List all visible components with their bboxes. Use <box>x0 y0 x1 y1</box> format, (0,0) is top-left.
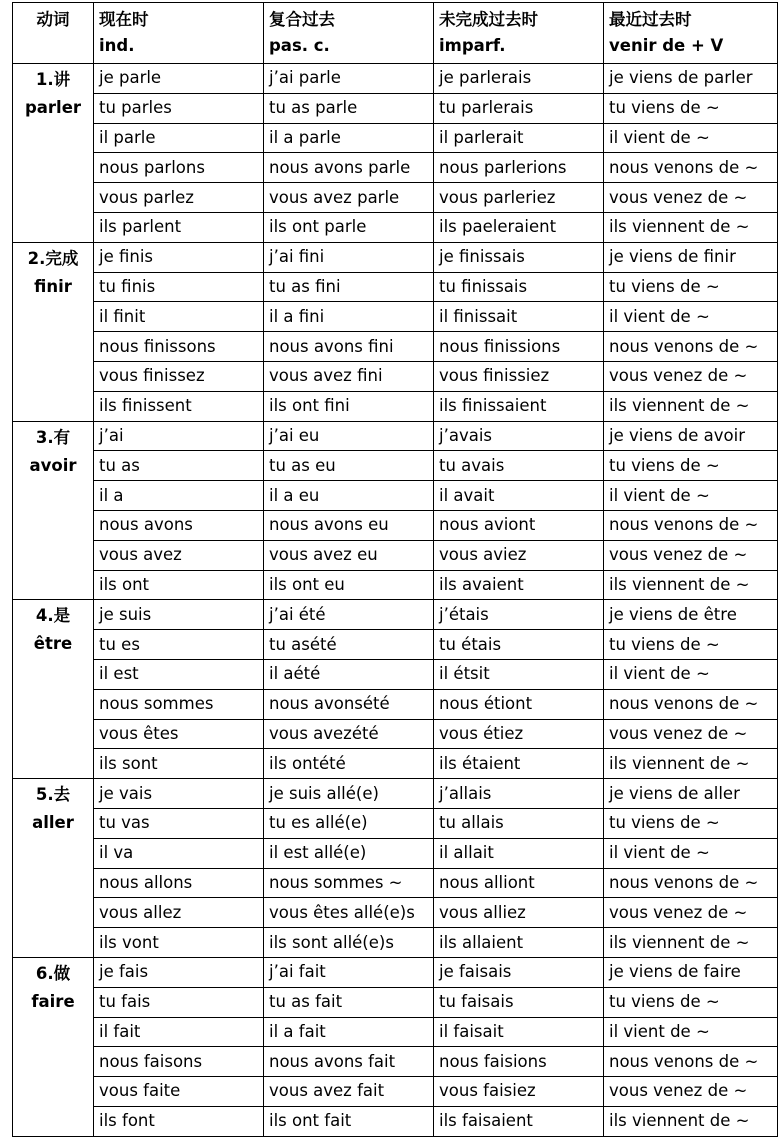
table-body <box>13 64 778 1137</box>
header-passe-compose-fr: pas. c. <box>269 36 330 55</box>
conjugation-table <box>12 2 778 1137</box>
table-row <box>13 808 778 838</box>
cell-imparfait: je parlerais <box>434 64 604 94</box>
table-row <box>13 630 778 660</box>
table-row <box>13 1106 778 1136</box>
cell-imparfait: ils allaient <box>434 928 604 958</box>
cell-present: vous finissez <box>94 361 264 391</box>
cell-present: je vais <box>94 779 264 809</box>
cell-present: tu es <box>94 630 264 660</box>
verb-fr: finir <box>34 276 72 296</box>
table-row <box>13 1077 778 1107</box>
header-imparfait-fr: imparf. <box>439 36 506 55</box>
cell-present: il fait <box>94 1017 264 1047</box>
cell-recent-past: il vient de ~ <box>604 659 778 689</box>
cell-imparfait: il allait <box>434 838 604 868</box>
cell-recent-past: tu viens de ~ <box>604 272 778 302</box>
cell-passe-compose: ils ont fini <box>264 391 434 421</box>
table-row <box>13 183 778 213</box>
verb-fr: faire <box>31 991 75 1011</box>
cell-recent-past: je viens de parler <box>604 64 778 94</box>
table-row <box>13 153 778 183</box>
cell-present: il va <box>94 838 264 868</box>
cell-present: ils finissent <box>94 391 264 421</box>
table-row <box>13 93 778 123</box>
cell-passe-compose: il a fini <box>264 302 434 332</box>
cell-imparfait: je faisais <box>434 957 604 987</box>
cell-passe-compose: nous avons eu <box>264 510 434 540</box>
table-row <box>13 838 778 868</box>
table-row <box>13 719 778 749</box>
cell-present: ils ont <box>94 570 264 600</box>
cell-present: ils vont <box>94 928 264 958</box>
cell-imparfait: ils étaient <box>434 749 604 779</box>
cell-passe-compose: nous avons fini <box>264 332 434 362</box>
cell-passe-compose: vous avezété <box>264 719 434 749</box>
cell-present: vous parlez <box>94 183 264 213</box>
cell-imparfait: j’étais <box>434 600 604 630</box>
verb-cn: 1.讲 <box>35 70 71 89</box>
cell-imparfait: nous faisions <box>434 1047 604 1077</box>
header-present-cn: 现在时 <box>99 10 149 29</box>
cell-recent-past: ils viennent de ~ <box>604 391 778 421</box>
verb-cn: 2.完成 <box>27 248 79 268</box>
table-row <box>13 510 778 540</box>
header-recent-past <box>604 3 778 64</box>
cell-present: vous avez <box>94 540 264 570</box>
cell-passe-compose: vous avez eu <box>264 540 434 570</box>
cell-present: ils sont <box>94 749 264 779</box>
table-row <box>13 391 778 421</box>
cell-recent-past: vous venez de ~ <box>604 183 778 213</box>
cell-present: tu vas <box>94 808 264 838</box>
cell-present: vous allez <box>94 898 264 928</box>
cell-passe-compose: tu as eu <box>264 451 434 481</box>
cell-recent-past: nous venons de ~ <box>604 1047 778 1077</box>
table-row <box>13 1047 778 1077</box>
conjugation-table-wrapper <box>12 2 777 1137</box>
cell-passe-compose: vous êtes allé(e)s <box>264 898 434 928</box>
cell-passe-compose: je suis allé(e) <box>264 779 434 809</box>
cell-passe-compose: j’ai fait <box>264 957 434 987</box>
cell-present: je parle <box>94 64 264 94</box>
cell-imparfait: il finissait <box>434 302 604 332</box>
cell-present: je finis <box>94 242 264 272</box>
cell-recent-past: nous venons de ~ <box>604 868 778 898</box>
header-verb <box>13 3 94 64</box>
cell-present: ils parlent <box>94 212 264 242</box>
cell-present: tu parles <box>94 93 264 123</box>
cell-imparfait: il faisait <box>434 1017 604 1047</box>
cell-imparfait: tu finissais <box>434 272 604 302</box>
cell-passe-compose: nous avons fait <box>264 1047 434 1077</box>
cell-passe-compose: ils ont eu <box>264 570 434 600</box>
cell-recent-past: vous venez de ~ <box>604 898 778 928</box>
cell-recent-past: ils viennent de ~ <box>604 749 778 779</box>
cell-passe-compose: il a fait <box>264 1017 434 1047</box>
cell-imparfait: il parlerait <box>434 123 604 153</box>
cell-passe-compose: nous avons parle <box>264 153 434 183</box>
cell-recent-past: vous venez de ~ <box>604 361 778 391</box>
cell-present: tu as <box>94 451 264 481</box>
cell-passe-compose: tu as fini <box>264 272 434 302</box>
cell-recent-past: je viens de avoir <box>604 421 778 451</box>
cell-present: il a <box>94 481 264 511</box>
cell-imparfait: tu allais <box>434 808 604 838</box>
cell-present: nous finissons <box>94 332 264 362</box>
cell-recent-past: il vient de ~ <box>604 481 778 511</box>
cell-recent-past: je viens de finir <box>604 242 778 272</box>
cell-imparfait: vous étiez <box>434 719 604 749</box>
table-row <box>13 868 778 898</box>
table-row <box>13 361 778 391</box>
cell-present: ils font <box>94 1106 264 1136</box>
cell-recent-past: je viens de aller <box>604 779 778 809</box>
cell-recent-past: vous venez de ~ <box>604 540 778 570</box>
verb-fr: aller <box>32 813 74 833</box>
table-header <box>13 3 778 64</box>
cell-passe-compose: ils ontété <box>264 749 434 779</box>
table-row <box>13 987 778 1017</box>
cell-present: tu finis <box>94 272 264 302</box>
cell-present: je suis <box>94 600 264 630</box>
cell-recent-past: vous venez de ~ <box>604 1077 778 1107</box>
table-row <box>13 64 778 94</box>
cell-passe-compose: ils ont parle <box>264 212 434 242</box>
cell-present: il finit <box>94 302 264 332</box>
cell-present: nous faisons <box>94 1047 264 1077</box>
header-row <box>13 3 778 64</box>
table-row <box>13 421 778 451</box>
cell-imparfait: vous faisiez <box>434 1077 604 1107</box>
verb-cn: 6.做 <box>35 963 71 983</box>
cell-recent-past: vous venez de ~ <box>604 719 778 749</box>
cell-passe-compose: j’ai fini <box>264 242 434 272</box>
table-row <box>13 272 778 302</box>
table-row <box>13 302 778 332</box>
cell-recent-past: il vient de ~ <box>604 838 778 868</box>
cell-recent-past: nous venons de ~ <box>604 153 778 183</box>
table-row <box>13 570 778 600</box>
cell-present: vous êtes <box>94 719 264 749</box>
cell-imparfait: nous alliont <box>434 868 604 898</box>
cell-imparfait: vous parleriez <box>434 183 604 213</box>
cell-imparfait: j’allais <box>434 779 604 809</box>
cell-imparfait: nous étiont <box>434 689 604 719</box>
header-present <box>94 3 264 64</box>
verb-cell <box>13 779 94 958</box>
cell-recent-past: tu viens de ~ <box>604 987 778 1017</box>
cell-present: nous allons <box>94 868 264 898</box>
verb-cell <box>13 421 94 600</box>
cell-passe-compose: tu as fait <box>264 987 434 1017</box>
header-verb-label: 动词 <box>36 10 70 29</box>
cell-recent-past: nous venons de ~ <box>604 332 778 362</box>
cell-passe-compose: j’ai parle <box>264 64 434 94</box>
cell-recent-past: ils viennent de ~ <box>604 570 778 600</box>
verb-cn: 4.是 <box>35 606 71 626</box>
cell-recent-past: ils viennent de ~ <box>604 212 778 242</box>
cell-passe-compose: ils ont fait <box>264 1106 434 1136</box>
cell-present: il est <box>94 659 264 689</box>
cell-recent-past: nous venons de ~ <box>604 510 778 540</box>
table-row <box>13 898 778 928</box>
verb-fr: avoir <box>29 455 77 475</box>
table-row <box>13 242 778 272</box>
cell-imparfait: nous finissions <box>434 332 604 362</box>
cell-passe-compose: vous avez fait <box>264 1077 434 1107</box>
verb-cell <box>13 600 94 779</box>
table-row <box>13 928 778 958</box>
cell-imparfait: je finissais <box>434 242 604 272</box>
cell-recent-past: je viens de être <box>604 600 778 630</box>
table-row <box>13 749 778 779</box>
cell-imparfait: il étsit <box>434 659 604 689</box>
table-row <box>13 451 778 481</box>
header-passe-compose-cn: 复合过去 <box>269 10 335 29</box>
header-recent-past-cn: 最近过去时 <box>609 10 692 29</box>
cell-present: nous parlons <box>94 153 264 183</box>
cell-passe-compose: il aété <box>264 659 434 689</box>
cell-imparfait: vous alliez <box>434 898 604 928</box>
verb-fr: être <box>33 634 73 654</box>
cell-recent-past: ils viennent de ~ <box>604 1106 778 1136</box>
verb-fr: parler <box>24 98 82 117</box>
cell-passe-compose: il a parle <box>264 123 434 153</box>
cell-imparfait: ils finissaient <box>434 391 604 421</box>
cell-passe-compose: j’ai eu <box>264 421 434 451</box>
cell-imparfait: ils paeleraient <box>434 212 604 242</box>
cell-passe-compose: vous avez fini <box>264 361 434 391</box>
cell-recent-past: nous venons de ~ <box>604 689 778 719</box>
cell-imparfait: il avait <box>434 481 604 511</box>
cell-recent-past: je viens de faire <box>604 957 778 987</box>
cell-recent-past: il vient de ~ <box>604 123 778 153</box>
cell-passe-compose: ils sont allé(e)s <box>264 928 434 958</box>
cell-recent-past: tu viens de ~ <box>604 630 778 660</box>
cell-present: nous avons <box>94 510 264 540</box>
cell-imparfait: nous aviont <box>434 510 604 540</box>
header-passe-compose <box>264 3 434 64</box>
header-recent-past-fr: venir de + V <box>609 36 724 55</box>
verb-cn: 3.有 <box>35 427 71 447</box>
cell-recent-past: tu viens de ~ <box>604 808 778 838</box>
table-row <box>13 481 778 511</box>
header-present-fr: ind. <box>99 36 135 55</box>
table-row <box>13 779 778 809</box>
table-row <box>13 957 778 987</box>
table-row <box>13 659 778 689</box>
table-row <box>13 540 778 570</box>
cell-passe-compose: vous avez parle <box>264 183 434 213</box>
table-row <box>13 212 778 242</box>
table-row <box>13 332 778 362</box>
cell-imparfait: vous finissiez <box>434 361 604 391</box>
table-row <box>13 600 778 630</box>
header-imparfait <box>434 3 604 64</box>
verb-cn: 5.去 <box>35 785 71 805</box>
cell-present: tu fais <box>94 987 264 1017</box>
header-imparfait-cn: 未完成过去时 <box>439 10 538 29</box>
cell-imparfait: ils faisaient <box>434 1106 604 1136</box>
cell-present: je fais <box>94 957 264 987</box>
cell-recent-past: il vient de ~ <box>604 302 778 332</box>
cell-imparfait: nous parlerions <box>434 153 604 183</box>
cell-present: j’ai <box>94 421 264 451</box>
table-row <box>13 123 778 153</box>
cell-imparfait: tu faisais <box>434 987 604 1017</box>
cell-passe-compose: nous avonsété <box>264 689 434 719</box>
table-row <box>13 1017 778 1047</box>
table-row <box>13 689 778 719</box>
cell-imparfait: tu étais <box>434 630 604 660</box>
cell-present: il parle <box>94 123 264 153</box>
cell-imparfait: tu parlerais <box>434 93 604 123</box>
cell-passe-compose: nous sommes ~ <box>264 868 434 898</box>
verb-cell <box>13 242 94 421</box>
cell-recent-past: tu viens de ~ <box>604 93 778 123</box>
cell-passe-compose: il est allé(e) <box>264 838 434 868</box>
cell-recent-past: tu viens de ~ <box>604 451 778 481</box>
verb-cell <box>13 957 94 1136</box>
cell-passe-compose: tu as parle <box>264 93 434 123</box>
cell-imparfait: ils avaient <box>434 570 604 600</box>
cell-imparfait: j’avais <box>434 421 604 451</box>
cell-passe-compose: j’ai été <box>264 600 434 630</box>
cell-imparfait: vous aviez <box>434 540 604 570</box>
cell-passe-compose: tu asété <box>264 630 434 660</box>
cell-passe-compose: il a eu <box>264 481 434 511</box>
cell-imparfait: tu avais <box>434 451 604 481</box>
cell-recent-past: ils viennent de ~ <box>604 928 778 958</box>
verb-cell <box>13 64 94 243</box>
cell-recent-past: il vient de ~ <box>604 1017 778 1047</box>
cell-passe-compose: tu es allé(e) <box>264 808 434 838</box>
cell-present: vous faite <box>94 1077 264 1107</box>
cell-present: nous sommes <box>94 689 264 719</box>
